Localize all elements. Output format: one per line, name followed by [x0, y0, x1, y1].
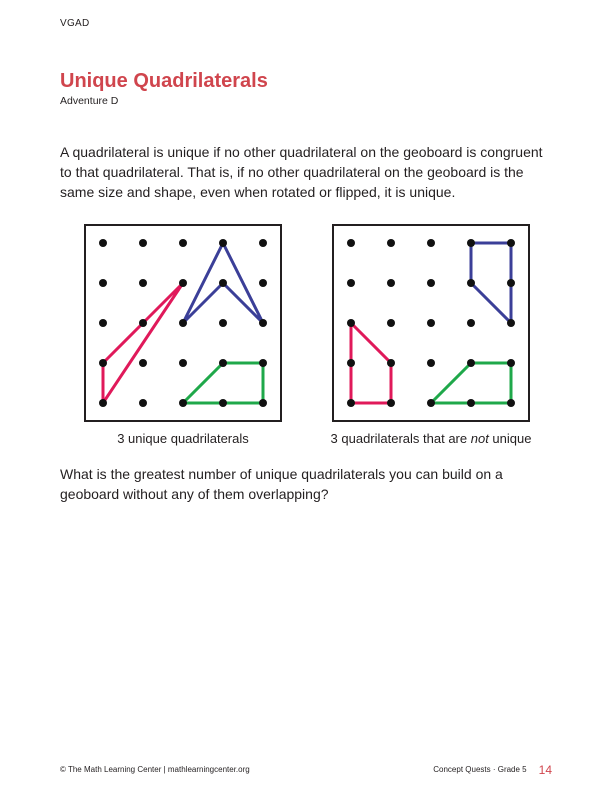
geoboard-peg	[179, 399, 187, 407]
geoboard-peg	[259, 239, 267, 247]
geoboard-peg	[387, 319, 395, 327]
geoboard-peg	[507, 319, 515, 327]
geoboard-peg	[347, 399, 355, 407]
caption-text-after: unique	[488, 431, 532, 446]
caption-not-unique	[300, 431, 562, 446]
geoboard-peg	[179, 279, 187, 287]
geoboard-peg	[347, 359, 355, 367]
geoboard-peg	[427, 239, 435, 247]
geoboard-peg	[99, 279, 107, 287]
geoboard-peg	[507, 239, 515, 247]
geoboard-unique	[84, 224, 282, 422]
caption-text-before: 3 quadrilaterals that are	[330, 431, 471, 446]
geoboard-peg	[99, 239, 107, 247]
geoboard-peg	[99, 399, 107, 407]
footer-copyright: © The Math Learning Center | mathlearningcenter.org	[60, 765, 250, 774]
geoboard-peg	[387, 279, 395, 287]
geoboard-peg	[347, 319, 355, 327]
caption-emphasis: not	[470, 431, 489, 446]
geoboard-not-unique	[332, 224, 530, 422]
geoboard-peg	[259, 319, 267, 327]
caption-unique: 3 unique quadrilaterals	[117, 431, 249, 446]
geoboard-peg	[507, 279, 515, 287]
geoboard-peg	[259, 399, 267, 407]
geoboard-peg	[467, 239, 475, 247]
geoboard-peg	[219, 399, 227, 407]
page-title: Unique Quadrilaterals	[60, 70, 268, 92]
geoboard-peg	[467, 319, 475, 327]
geoboard-peg	[259, 279, 267, 287]
geoboard-peg	[219, 319, 227, 327]
geoboard-peg	[179, 239, 187, 247]
geoboard-peg	[507, 359, 515, 367]
geoboard-peg	[347, 239, 355, 247]
geoboard-peg	[467, 399, 475, 407]
page-number: 14	[538, 763, 552, 777]
geoboard-peg	[179, 359, 187, 367]
geoboard-peg	[427, 319, 435, 327]
header-label: VGAD	[60, 18, 90, 29]
intro-paragraph: A quadrilateral is unique if no other quadrilateral on the geoboard is congruent to that quadrilateral. That is, if no other quadrilateral on the geoboard is the same size and shape, even when rotated or flipped, it is unique.	[60, 144, 543, 200]
geoboard-peg	[179, 319, 187, 327]
footer-series-label: Concept Quests · Grade 5	[433, 765, 527, 774]
geoboard-peg	[219, 279, 227, 287]
geoboard-peg	[99, 359, 107, 367]
footer-series	[433, 763, 552, 777]
geoboard-peg	[467, 279, 475, 287]
page-subtitle: Adventure D	[60, 95, 119, 107]
geoboard-peg	[139, 399, 147, 407]
geoboard-peg	[347, 279, 355, 287]
geoboard-peg	[139, 319, 147, 327]
geoboard-peg	[387, 239, 395, 247]
geoboard-peg	[259, 359, 267, 367]
geoboard-peg	[467, 359, 475, 367]
geoboard-peg	[507, 399, 515, 407]
geoboard-peg	[139, 239, 147, 247]
geoboard-peg	[427, 279, 435, 287]
geoboard-peg	[139, 359, 147, 367]
geoboard-peg	[387, 359, 395, 367]
geoboard-peg	[219, 239, 227, 247]
geoboard-peg	[427, 359, 435, 367]
geoboard-peg	[219, 359, 227, 367]
geoboard-peg	[99, 319, 107, 327]
geoboard-peg	[387, 399, 395, 407]
question-paragraph: What is the greatest number of unique quadrilaterals you can build on a geoboard without any of them overlapping?	[60, 466, 503, 502]
geoboard-peg	[139, 279, 147, 287]
geoboard-peg	[427, 399, 435, 407]
